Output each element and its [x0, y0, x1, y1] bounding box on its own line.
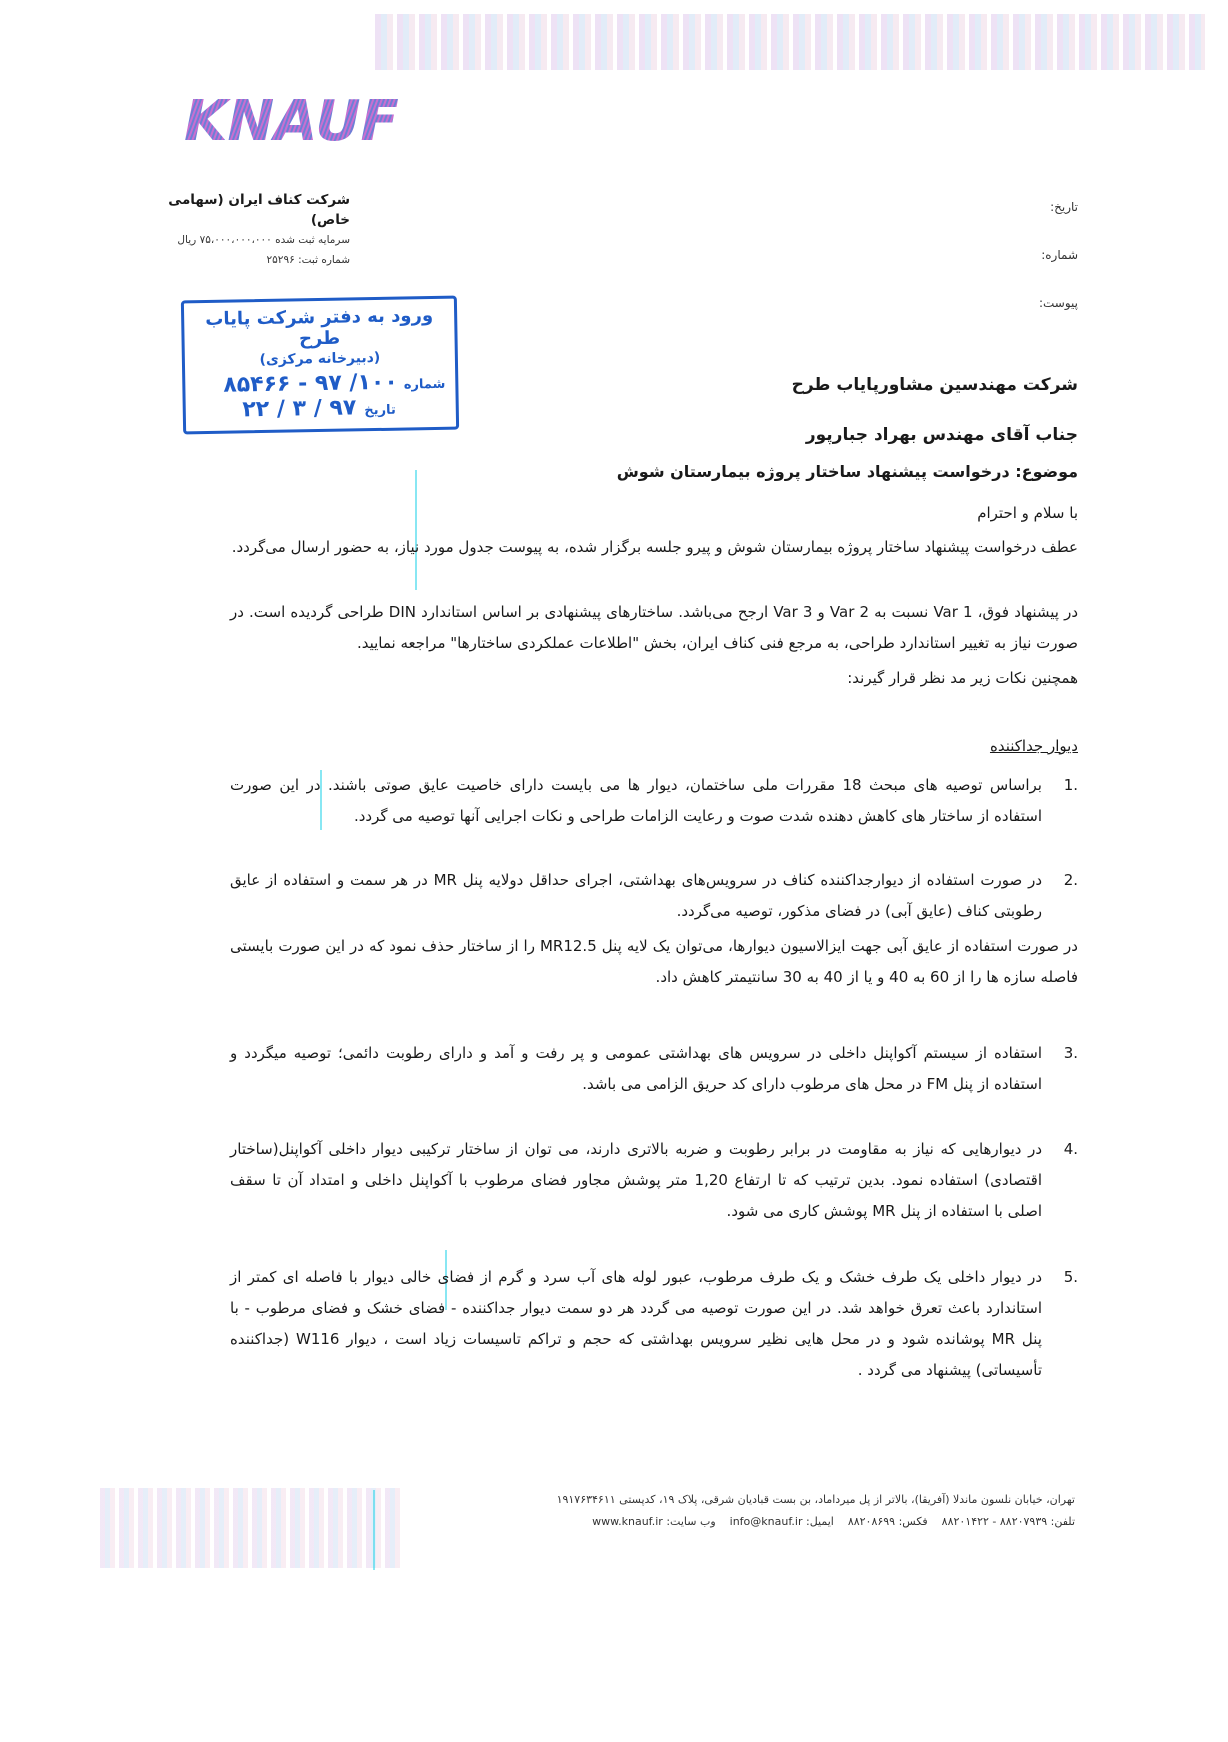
- company-registration: شماره ثبت: ۲۵۲۹۶: [266, 254, 350, 266]
- list-item-text: در دیوار داخلی یک طرف خشک و یک طرف مرطوب، عبور لوله های آب سرد و گرم از فضای خالی دیوار با فاصله ای کمتر از استاندارد باعث تعرق خواهد شد. در این صورت توصیه می گردد هر دو سمت دیوار جداکننده - فضای خشک و فضای مرطوب - با پنل MR پوشانده شود و در محل هایی نظیر سرویس بهداشتی که حجم و تراکم تاسیسات زیاد است ، دیوار W116 (جداکننده تأسیساتی) پیشنهاد می گردد .: [230, 1268, 1042, 1379]
- date-label: تاریخ:: [1050, 200, 1078, 214]
- footer-fax: فکس: ۸۸۲۰۸۶۹۹: [847, 1515, 928, 1528]
- scan-noise-bottom: [100, 1488, 400, 1568]
- list-item-text: استفاده از سیستم آکواپنل داخلی در سرویس های بهداشتی عمومی و پر رفت و آمد و دارای رطوبت دائمی؛ توصیه میگردد و استفاده از پنل FM در محل های مرطوب دارای کد حریق الزامی می باشد.: [230, 1044, 1042, 1093]
- footer-web-label: وب سایت:: [666, 1515, 716, 1528]
- number-label: شماره:: [1041, 248, 1078, 262]
- list-item-number: 2.: [1063, 871, 1078, 889]
- paragraph-3: همچنین نکات زیر مد نظر قرار گیرند:: [847, 669, 1078, 687]
- footer-website[interactable]: www.knauf.ir: [592, 1515, 663, 1528]
- footer-phone: تلفن: ۸۸۲۰۷۹۳۹ - ۸۸۲۰۱۴۲۲: [941, 1515, 1075, 1528]
- stamp-date-label: تاریخ: [364, 402, 396, 419]
- company-capital: سرمایه ثبت شده ۷۵،۰۰۰،۰۰۰،۰۰۰ ریال: [177, 234, 350, 246]
- knauf-logo-graphic: [180, 72, 399, 162]
- company-name: شرکت کناف ایران (سهامی خاص): [168, 192, 350, 228]
- section-heading: دیوار جداکننده: [989, 737, 1078, 755]
- stamp-date-value: ۹۷ / ۳ / ۲۲: [242, 395, 357, 423]
- received-stamp: [181, 296, 459, 435]
- scan-artifact-line: [373, 1490, 375, 1570]
- list-item-number: 3.: [1063, 1044, 1078, 1062]
- paragraph-1: عطف درخواست پیشنهاد ساختار پروژه بیمارستان شوش و پیرو جلسه برگزار شده، به پیوست جدول مورد نیاز، به حضور ارسال می‌گردد.: [231, 538, 1078, 556]
- list-item-text: براساس توصیه های مبحث 18 مقررات ملی ساختمان، دیوار ها می بایست دارای خاصیت عایق صوتی باشند. در این صورت استفاده از ساختار های کاهش دهنده شدت صوت و رعایت الزامات طراحی و نکات اجرایی آنها توصیه می گردد.: [230, 776, 1042, 825]
- list-item-number: 1.: [1063, 776, 1078, 794]
- list-item: [230, 770, 1078, 832]
- recipient-company: شرکت مهندسین مشاورپایاب طرح: [791, 375, 1078, 395]
- stamp-title: ورود به دفتر شرکت پایاب طرح: [205, 305, 434, 350]
- stamp-number-label: شماره: [403, 376, 446, 393]
- footer-email-label: ایمیل:: [805, 1515, 834, 1528]
- footer-address: تهران، خیابان نلسون ماندلا (آفریقا)، بالاتر از پل میرداماد، بن بست قبادیان شرقی، پلاک ۱۹، کدپستی ۱۹۱۷۶۳۴۶۱۱: [556, 1493, 1075, 1506]
- list-item: [230, 1038, 1078, 1100]
- footer-email[interactable]: info@knauf.ir: [729, 1515, 803, 1528]
- knauf-logo: [180, 72, 399, 162]
- stamp-number-value: ۱۰۰/ ۹۷ - ۸۵۴۶۶: [223, 369, 398, 398]
- logo-text: KNAUF: [184, 89, 399, 154]
- stamp-date: [186, 394, 456, 424]
- letter-subject: موضوع: درخواست پیشنهاد ساختار پروژه بیمارستان شوش: [616, 462, 1078, 481]
- list-item-note: در صورت استفاده از عایق آبی جهت ایزالاسیون دیوارها، می‌توان یک لایه پنل MR12.5 را از ساختار حذف نمود که در این صورت بایستی فاصله سازه ها را از 60 به 40 و یا از 40 به 30 سانتیمتر کاهش داد.: [230, 937, 1078, 986]
- list-item-number: 4.: [1063, 1140, 1078, 1158]
- scan-noise-top: [375, 14, 1205, 70]
- list-item-text: در دیوارهایی که نیاز به مقاومت در برابر رطوبت و ضربه بالاتری دارند، می توان از ساختار ترکیبی دیوار داخلی آکواپنل(ساختار اقتصادی) استفاده نمود. بدین ترتیب که تا ارتفاع 1,20 متر پوشش مجاور فضای مرطوب با آکواپنل داخلی و امتداد آن تا سقف اصلی با استفاده از پنل MR پوشش کاری می شود.: [230, 1140, 1042, 1220]
- paragraph-2: در پیشنهاد فوق، Var 1 نسبت به Var 2 و Var 3 ارجح می‌باشد. ساختارهای پیشنهادی بر اساس استاندارد DIN طراحی گردیده است. در صورت نیاز به تغییر استاندارد طراحی، به مرجع فنی کناف ایران، بخش "اطلاعات عملکردی ساختارها" مراجعه نمایید.: [230, 603, 1079, 652]
- footer-contact: [500, 1512, 1075, 1532]
- list-item: [230, 1262, 1078, 1386]
- stamp-subtitle: (دبیرخانه مرکزی): [259, 349, 381, 369]
- company-info: [150, 190, 350, 270]
- list-item-number: 5.: [1063, 1268, 1078, 1286]
- list-item-text: در صورت استفاده از دیوارجداکننده کناف در سرویس‌های بهداشتی، اجرای حداقل دولایه پنل MR در هر سمت و استفاده از عایق رطوبتی کناف (عایق آبی) در فضای مذکور، توصیه می‌گردد.: [230, 871, 1042, 920]
- greeting: با سلام و احترام: [977, 504, 1078, 522]
- attachment-label: پیوست:: [1038, 296, 1078, 310]
- scan-artifact-line: [415, 470, 417, 590]
- list-item: [230, 865, 1078, 927]
- recipient-person: جناب آقای مهندس بهراد جبارپور: [805, 425, 1078, 445]
- list-item: [230, 1134, 1078, 1227]
